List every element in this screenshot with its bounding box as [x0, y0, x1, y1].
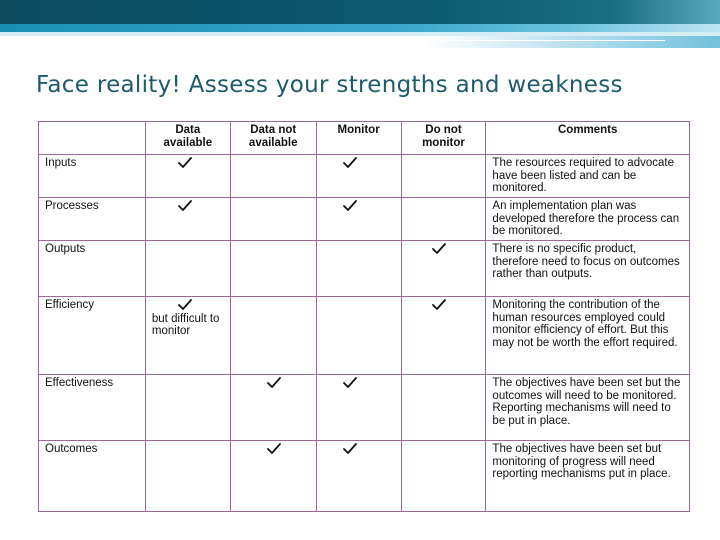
row-label: Inputs: [39, 155, 146, 198]
cell-data-available: [145, 441, 230, 512]
assessment-table: [38, 121, 690, 512]
header-accent-line: [425, 40, 665, 41]
header-accent-bar: [425, 36, 720, 48]
cell-do-not-monitor: [401, 441, 486, 512]
cell-data-not-available: [230, 198, 316, 241]
row-comment: The objectives have been set but the outcomes will need to be monitored. Reporting mechanisms will need to be put in place.: [486, 375, 690, 441]
table-row: [39, 297, 690, 375]
header-data-available: Data available: [145, 122, 230, 155]
row-label: Outputs: [39, 241, 146, 297]
cell-data-available: [145, 155, 230, 198]
data-available-note: but difficult to monitor: [151, 312, 220, 337]
cell-data-not-available: [230, 375, 316, 441]
table-row: [39, 441, 690, 512]
checkmark-icon: [343, 377, 357, 387]
checkmark-icon: [178, 157, 192, 167]
table-row: [39, 241, 690, 297]
checkmark-icon: [343, 200, 357, 210]
checkmark-icon: [343, 157, 357, 167]
checkmark-icon: [178, 299, 192, 309]
header-corner: [39, 122, 146, 155]
cell-monitor: [316, 441, 401, 512]
cell-monitor: [316, 297, 401, 375]
cell-data-not-available: [230, 441, 316, 512]
header-data-not-available: Data not available: [230, 122, 316, 155]
checkmark-icon: [267, 443, 281, 453]
cell-data-available: [145, 241, 230, 297]
cell-do-not-monitor: [401, 241, 486, 297]
header-bar-mid: [0, 24, 720, 32]
header-comments: Comments: [486, 122, 690, 155]
row-comment: An implementation plan was developed therefore the process can be monitored.: [486, 198, 690, 241]
row-comment: Monitoring the contribution of the human resources employed could monitor efficiency of effort. But this may not be worth the effort required.: [486, 297, 690, 375]
checkmark-icon: [432, 243, 446, 253]
cell-data-available: [145, 375, 230, 441]
cell-do-not-monitor: [401, 375, 486, 441]
cell-monitor: [316, 155, 401, 198]
cell-monitor: [316, 241, 401, 297]
table-row: [39, 198, 690, 241]
row-label: Outcomes: [39, 441, 146, 512]
table-body: [39, 155, 690, 512]
row-comment: The resources required to advocate have been listed and can be monitored.: [486, 155, 690, 198]
row-label: Effectiveness: [39, 375, 146, 441]
checkmark-icon: [343, 443, 357, 453]
header-do-not-monitor: Do not monitor: [401, 122, 486, 155]
checkmark-icon: [267, 377, 281, 387]
header-bar-dark: [0, 0, 720, 24]
header-monitor: Monitor: [316, 122, 401, 155]
row-comment: The objectives have been set but monitoring of progress will need reporting mechanisms put in place.: [486, 441, 690, 512]
row-label: Efficiency: [39, 297, 146, 375]
cell-data-not-available: [230, 241, 316, 297]
cell-data-available: [145, 297, 230, 375]
checkmark-icon: [432, 299, 446, 309]
table-row: [39, 375, 690, 441]
cell-do-not-monitor: [401, 155, 486, 198]
cell-data-not-available: [230, 297, 316, 375]
slide-title: Face reality! Assess your strengths and weakness: [36, 72, 623, 98]
table-row: [39, 155, 690, 198]
row-comment: There is no specific product, therefore need to focus on outcomes rather than outputs.: [486, 241, 690, 297]
cell-monitor: [316, 198, 401, 241]
cell-data-available: [145, 198, 230, 241]
cell-do-not-monitor: [401, 297, 486, 375]
cell-data-not-available: [230, 155, 316, 198]
cell-monitor: [316, 375, 401, 441]
cell-do-not-monitor: [401, 198, 486, 241]
checkmark-icon: [178, 200, 192, 210]
table-header-row: [39, 122, 690, 155]
row-label: Processes: [39, 198, 146, 241]
